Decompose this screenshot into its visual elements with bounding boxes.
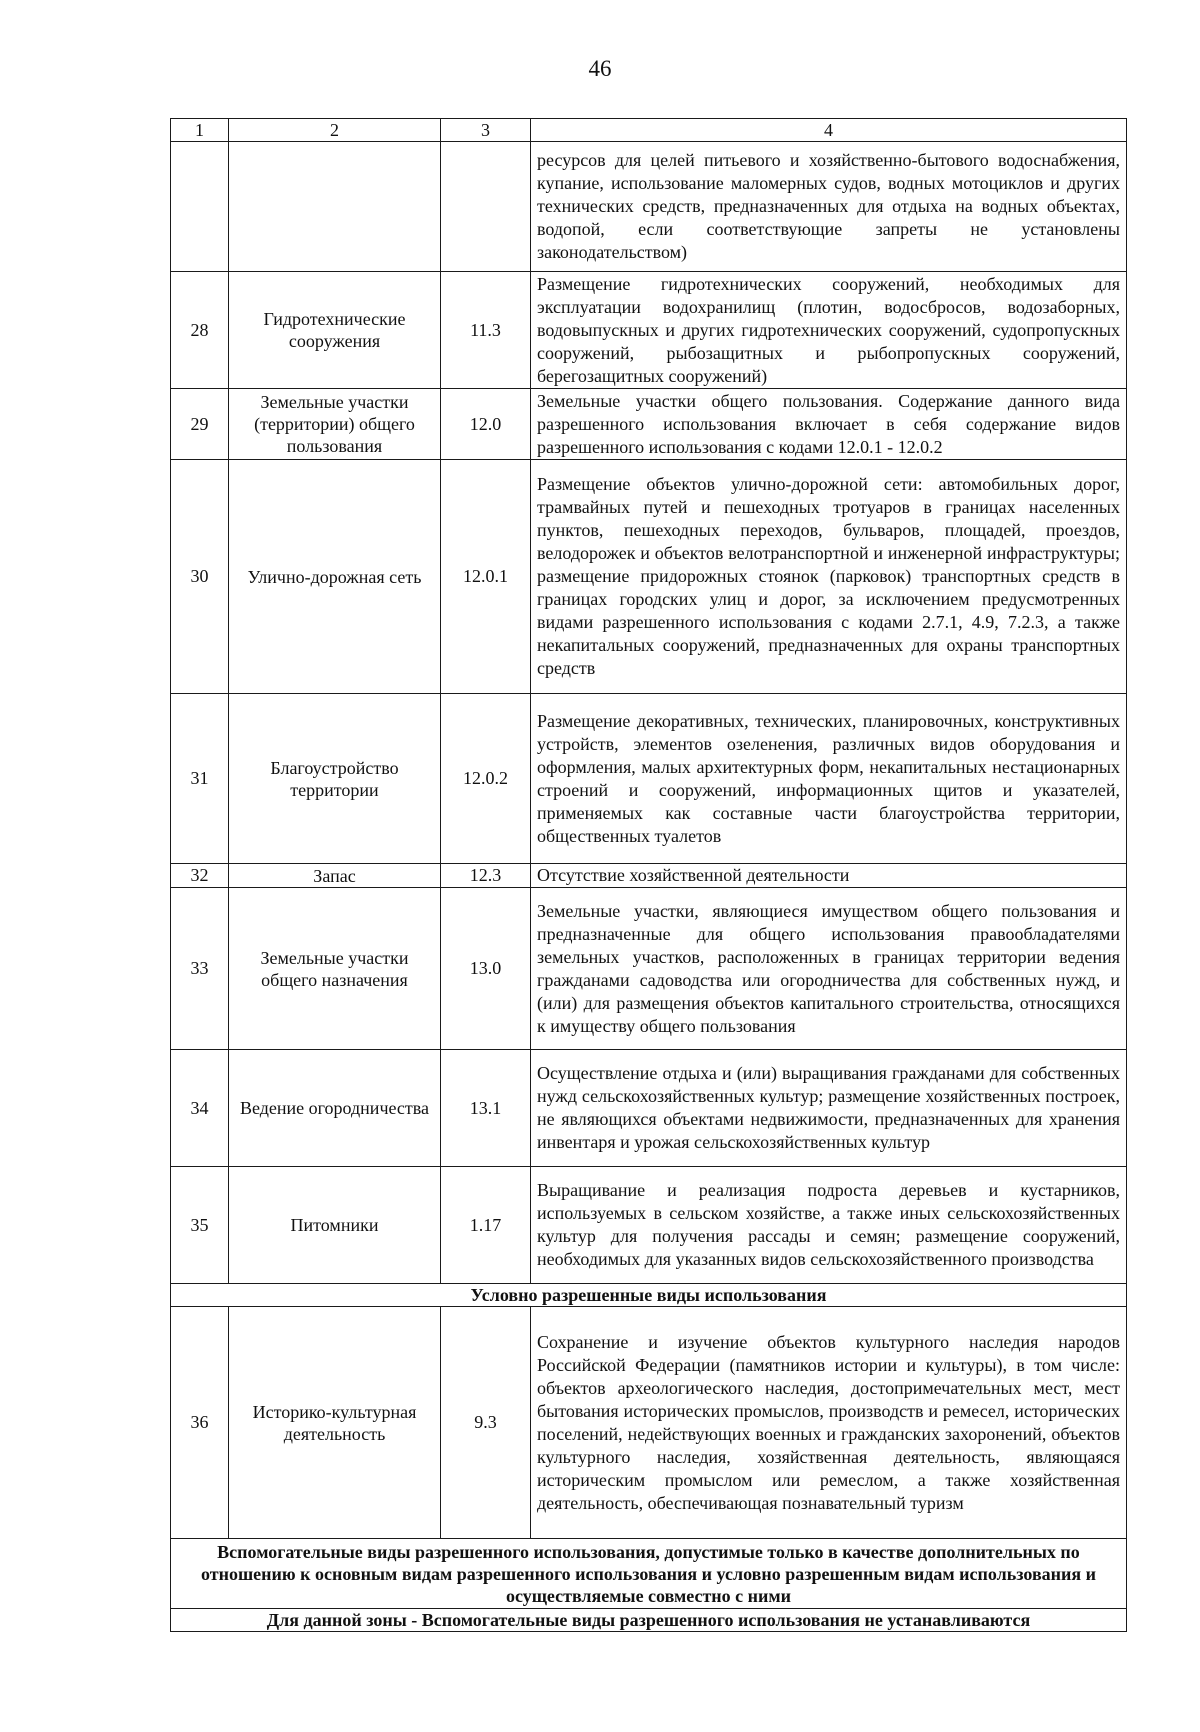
use-type-code	[441, 142, 531, 272]
use-type-code: 12.0.2	[441, 694, 531, 864]
row-number: 29	[171, 389, 229, 460]
use-type-name	[229, 142, 441, 272]
table-header-row	[171, 119, 1127, 142]
row-number: 33	[171, 888, 229, 1050]
use-type-name: Гидротехнические сооружения	[229, 272, 441, 389]
table-row	[171, 460, 1127, 694]
use-type-code: 13.1	[441, 1050, 531, 1167]
table-row	[171, 272, 1127, 389]
table-row	[171, 1167, 1127, 1284]
use-type-name: Запас	[229, 864, 441, 888]
row-number: 32	[171, 864, 229, 888]
use-type-name: Благоустройство территории	[229, 694, 441, 864]
use-type-description: ресурсов для целей питьевого и хозяйственно-бытового водоснабжения, купание, использование маломерных судов, водных мотоциклов и других технических средств, предназначенных для отдыха на водных объектах, водопой, если соответствующие запреты не установлены законодательством)	[531, 142, 1127, 272]
use-type-description: Размещение объектов улично-дорожной сети: автомобильных дорог, трамвайных путей и пешеходных тротуаров в границах населенных пунктов, пешеходных переходов, бульваров, площадей, проездов, велодорожек и объектов велотранспортной и инженерной инфраструктуры; размещение придорожных стоянок (парковок) транспортных средств в границах городских улиц и дорог, за исключением предусмотренных видами разрешенного использования с кодами 2.7.1, 4.9, 7.2.3, а также некапитальных сооружений, предназначенных для охраны транспортных средств	[531, 460, 1127, 694]
row-number: 34	[171, 1050, 229, 1167]
use-type-code: 12.3	[441, 864, 531, 888]
row-number	[171, 142, 229, 272]
column-header: 1	[171, 119, 229, 142]
use-type-name: Земельные участки общего назначения	[229, 888, 441, 1050]
row-number: 36	[171, 1307, 229, 1539]
use-type-code: 12.0.1	[441, 460, 531, 694]
use-type-name: Историко-культурная деятельность	[229, 1307, 441, 1539]
conditional-section-heading: Условно разрешенные виды использования	[171, 1284, 1127, 1307]
use-type-code: 12.0	[441, 389, 531, 460]
land-use-table	[170, 118, 1127, 1632]
auxiliary-section-heading: Вспомогательные виды разрешенного использования, допустимые только в качестве дополнительных по отношению к основным видам разрешенного использования и условно разрешенным видам использования и осуществляемые совместно с ними	[171, 1539, 1127, 1609]
column-header: 4	[531, 119, 1127, 142]
use-type-code: 9.3	[441, 1307, 531, 1539]
use-type-description: Отсутствие хозяйственной деятельности	[531, 864, 1127, 888]
row-number: 30	[171, 460, 229, 694]
use-type-name: Улично-дорожная сеть	[229, 460, 441, 694]
table-row	[171, 1307, 1127, 1539]
use-type-name: Питомники	[229, 1167, 441, 1284]
footer-note-row	[171, 1609, 1127, 1632]
table-row	[171, 142, 1127, 272]
use-type-description: Размещение декоративных, технических, планировочных, конструктивных устройств, элементов озеленения, различных видов оборудования и оформления, малых архитектурных форм, некапитальных нестационарных строений и сооружений, информационных щитов и указателей, применяемых как составные части благоустройства территории, общественных туалетов	[531, 694, 1127, 864]
use-type-description: Сохранение и изучение объектов культурного наследия народов Российской Федерации (памятников истории и культуры), в том числе: объектов археологического наследия, достопримечательных мест, мест бытования исторических промыслов, производств и ремесел, исторических поселений, недействующих военных и гражданских захоронений, объектов культурного наследия, хозяйственная деятельность, являющаяся историческим промыслом или ремеслом, а также хозяйственная деятельность, обеспечивающая познавательный туризм	[531, 1307, 1127, 1539]
row-number: 31	[171, 694, 229, 864]
use-type-code: 13.0	[441, 888, 531, 1050]
row-number: 35	[171, 1167, 229, 1284]
use-type-description: Осуществление отдыха и (или) выращивания гражданами для собственных нужд сельскохозяйственных культур; размещение хозяйственных построек, не являющихся объектами недвижимости, предназначенных для хранения инвентаря и урожая сельскохозяйственных культур	[531, 1050, 1127, 1167]
use-type-description: Выращивание и реализация подроста деревьев и кустарников, используемых в сельском хозяйстве, а также иных сельскохозяйственных культур для получения рассады и семян; размещение сооружений, необходимых для указанных видов сельскохозяйственного производства	[531, 1167, 1127, 1284]
use-type-code: 11.3	[441, 272, 531, 389]
row-number: 28	[171, 272, 229, 389]
use-type-description: Размещение гидротехнических сооружений, необходимых для эксплуатации водохранилищ (плотин, водосбросов, водозаборных, водовыпускных и других гидротехнических сооружений, судопропускных сооружений, рыбозащитных и рыбопропускных сооружений, берегозащитных сооружений)	[531, 272, 1127, 389]
column-header: 3	[441, 119, 531, 142]
auxiliary-section-row	[171, 1539, 1127, 1609]
table-row	[171, 1050, 1127, 1167]
footer-note: Для данной зоны - Вспомогательные виды разрешенного использования не устанавливаются	[171, 1609, 1127, 1632]
use-type-description: Земельные участки, являющиеся имуществом общего пользования и предназначенные для общего использования правообладателями земельных участков, расположенных в границах территории ведения гражданами садоводства или огородничества для собственных нужд, и (или) для размещения объектов капитального строительства, относящихся к имуществу общего пользования	[531, 888, 1127, 1050]
page-number: 46	[588, 56, 612, 81]
use-type-name: Земельные участки (территории) общего пользования	[229, 389, 441, 460]
conditional-section-row	[171, 1284, 1127, 1307]
column-header: 2	[229, 119, 441, 142]
use-type-code: 1.17	[441, 1167, 531, 1284]
use-type-name: Ведение огородничества	[229, 1050, 441, 1167]
table-row	[171, 389, 1127, 460]
table-row	[171, 864, 1127, 888]
table-row	[171, 888, 1127, 1050]
table-row	[171, 694, 1127, 864]
use-type-description: Земельные участки общего пользования. Содержание данного вида разрешенного использования включает в себя содержание видов разрешенного использования с кодами 12.0.1 - 12.0.2	[531, 389, 1127, 460]
